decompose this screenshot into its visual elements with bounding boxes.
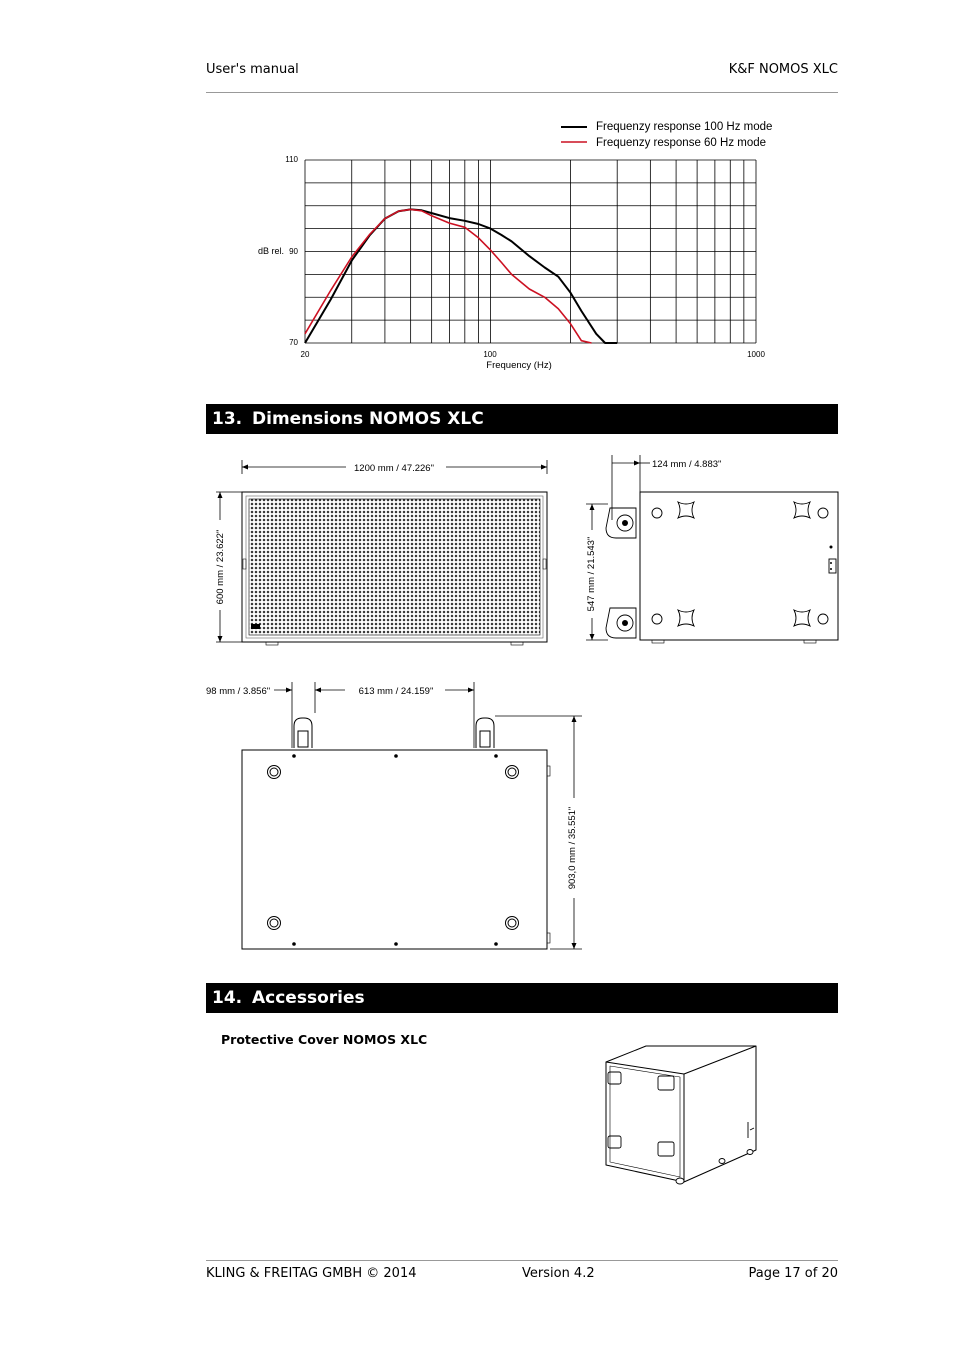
series-line-60hz-mode (305, 209, 592, 343)
header-left: User's manual (206, 62, 299, 77)
chart-grid (305, 160, 756, 343)
accessory-title: Protective Cover NOMOS XLC (221, 1032, 428, 1047)
section-title: Accessories (252, 988, 365, 1008)
side-offset-label: 124 mm / 4.883" (652, 459, 722, 470)
y-tick-label: 70 (289, 338, 298, 347)
x-axis-label: Frequency (Hz) (486, 360, 552, 371)
front-width-label: 1200 mm / 47.226" (354, 463, 434, 474)
y-axis-label: dB rel. (257, 246, 284, 256)
side-height-label: 547 mm / 21.543" (586, 536, 597, 612)
x-tick-label: 1000 (747, 350, 765, 359)
y-tick-label: 90 (289, 247, 298, 256)
footer-copyright: KLING & FREITAG GMBH © 2014 (206, 1266, 417, 1281)
section-13-bar (206, 404, 838, 434)
top-view-drawing (200, 678, 590, 958)
front-height-label: 600 mm / 23.622" (215, 529, 226, 605)
top-spacing-label: 613 mm / 24.159" (358, 686, 434, 697)
top-depth-label: 903,0 mm / 35.551" (567, 806, 578, 890)
top-offset-label: 98 mm / 3.856" (206, 686, 271, 697)
y-tick-label: 110 (285, 155, 298, 164)
section-number: 13. (212, 409, 243, 429)
x-tick-label: 20 (300, 350, 310, 359)
section-number: 14. (212, 988, 243, 1008)
footer-divider (206, 1260, 838, 1261)
section-14-bar (206, 983, 838, 1013)
header-right: K&F NOMOS XLC (728, 62, 838, 77)
side-view-drawing (580, 450, 842, 650)
front-view-drawing (206, 450, 556, 650)
frequency-response-chart (206, 108, 838, 378)
x-tick-label: 100 (483, 350, 497, 359)
section-title: Dimensions NOMOS XLC (252, 409, 484, 429)
footer-page-number: Page 17 of 20 (748, 1266, 838, 1281)
chart-legend (561, 121, 772, 149)
footer-version: Version 4.2 (522, 1266, 595, 1281)
legend-label-100hz: Frequenzy response 100 Hz mode (596, 121, 773, 133)
header-divider (206, 92, 838, 93)
legend-label-60hz: Frequenzy response 60 Hz mode (596, 137, 767, 149)
protective-cover-image (598, 1040, 768, 1190)
